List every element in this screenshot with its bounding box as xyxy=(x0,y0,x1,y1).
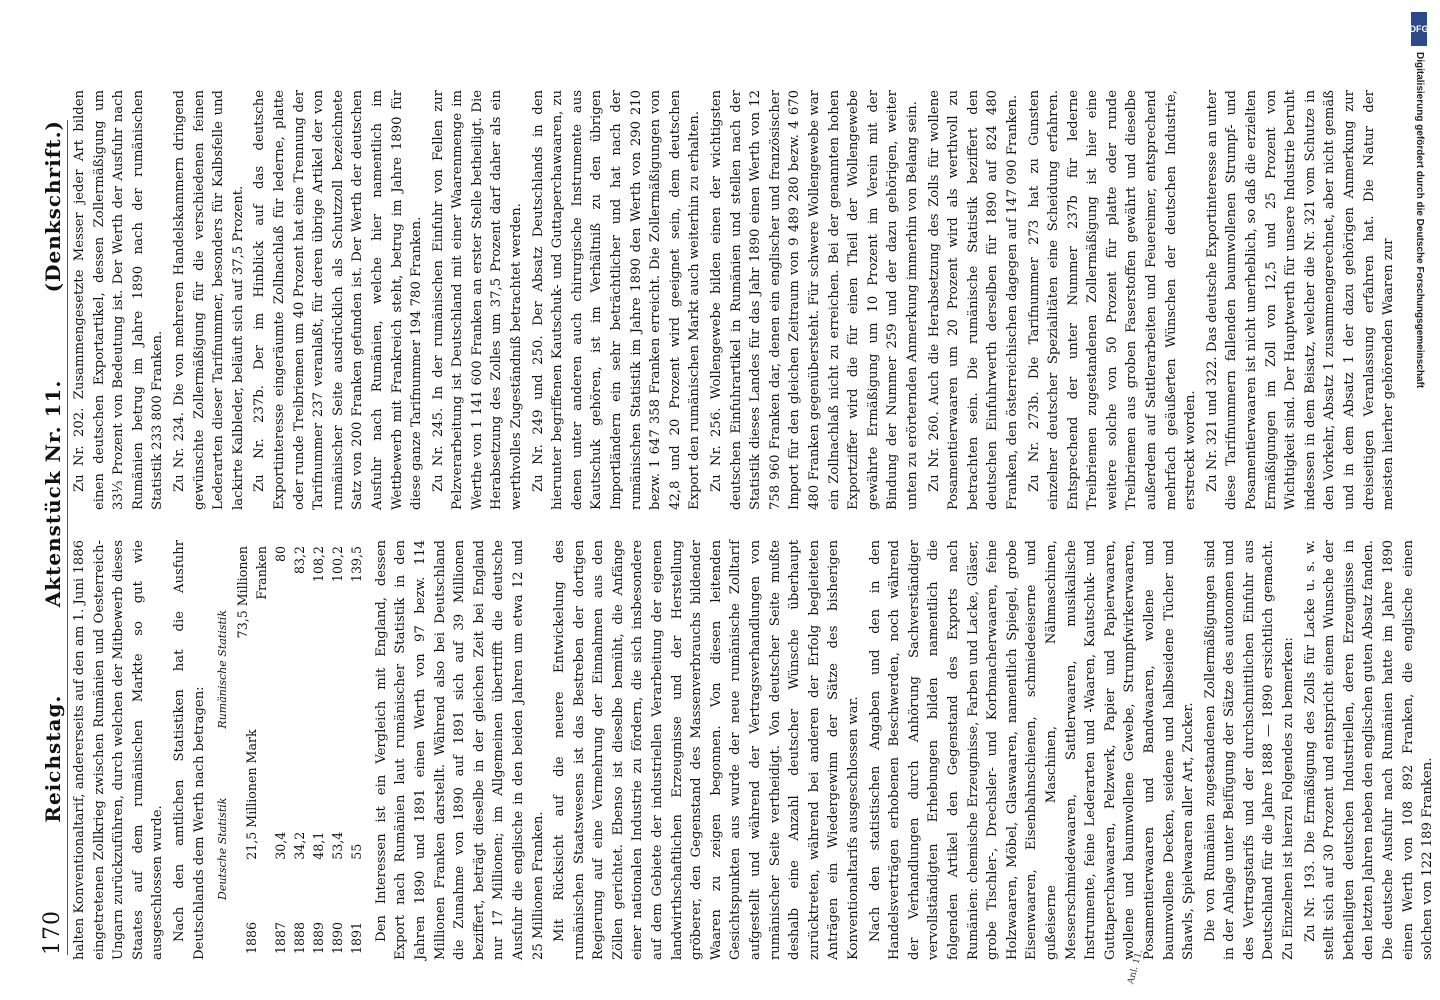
german-value-cell: 30,4 xyxy=(272,831,288,860)
paragraph: Zu Nr. 234. Die von mehreren Handelskammern dringend gewünschte Zollermäßigung für die verschiedenen feinen Lederarten dieser Tarifnummer, besonders für Kalbsfelle und lackirte Kalbleder, beläuft sich auf 37,5 Prozent. xyxy=(171,90,246,510)
left-column xyxy=(70,540,1440,960)
paragraph: Die von Rumänien zugestandenen Zollermäßigungen sind in der Anlage unter Beifügung der Sätze des autonomen und des Vertragstarifs und der durchschnittlichen Einfuhr aus Deutschland für die Jahre 1888 — 1890 ersichtlich gemacht. Zu Einzelnen ist hierzu Folgendes zu bemerken: xyxy=(1202,540,1297,960)
paragraph: Nach den amtlichen Statistiken hat die Ausfuhr Deutschlands dem Werth nach betragen: xyxy=(171,540,207,960)
document-type: (Denkschrift.) xyxy=(41,120,65,293)
table-row xyxy=(347,540,366,960)
paragraph: Zu Nr. 202. Zusammengesetzte Messer jeder Art bilden einen deutschen Exportartikel, dessen Zollermäßigung um 33⅓ Prozent von Bedeutung ist. Der Werth der Ausfuhr nach Rumänien betrug im Jahre 1890 nach der rumänischen Statistik 233 800 Franken. xyxy=(72,90,166,510)
table-row xyxy=(290,540,309,960)
year-cell: 1889 xyxy=(310,921,326,954)
year-cell: 1891 xyxy=(348,921,364,954)
digitization-credit xyxy=(1407,12,1429,782)
page-header xyxy=(25,120,65,955)
romanian-value-cell: 83,2 xyxy=(291,546,307,575)
year-cell: 1888 xyxy=(291,921,307,954)
page-number: 170 xyxy=(40,910,65,955)
paragraph: halten Konventionaltarif, andererseits auf den am 1. Juni 1886 eingetretenen Zollkrieg zwischen Rumänien und Oesterreich-Ungarn zurückzuführen, durch welchen der Mitbewerb dieses Staates auf dem rumänischen Markte so gut wie ausgeschlossen wurde. xyxy=(72,540,166,960)
paragraph: Zu Nr. 237b. Der im Hinblick auf das deutsche Exportinteresse eingeräumte Zollnachlaß für lederne, platte oder runde Treibriemen um 40 Prozent hat eine Trennung der Tarifnummer 237 veranlaßt, für deren übrige Artikel der von rumänischer Seite ausdrücklich als Schutzzoll bezeichnete Satz von 200 Franken gefunden ist. Der Werth der deutschen Ausfuhr nach Rumänien, welche hier namentlich im Wettbewerb mit Frankreich steht, betrug im Jahre 1890 für diese ganze Tarifnummer 194 780 Franken. xyxy=(252,90,425,510)
dfg-logo-icon: DFG xyxy=(1411,12,1427,46)
table-row xyxy=(328,540,347,960)
paragraph: Zu Nr. 249 und 250. Der Absatz Deutschlands in den hierunter begriffenen Kautschuk- und Guttaperchawaaren, zu denen unter anderen auch chirurgische Instrumente aus Kautschuk gehören, ist im Verhältniß zu den übrigen Importländern ein sehr beträchtlicher und hat nach der rumänischen Statistik im Jahre 1890 den Werth von 290 210 bezw. 1 647 358 Franken erreicht. Die Zollermäßigungen von 42,8 und 20 Prozent wird geeignet sein, dem deutschen Export den rumänischen Markt auch weiterhin zu erhalten. xyxy=(530,90,703,510)
paragraph: Zu Nr. 256. Wollengewebe bilden einen der wichtigsten deutschen Einfuhrartikel in Rumänien und stellen nach der Statistik dieses Landes für das Jahr 1890 einen Werth von 12 758 960 Franken dar, denen ein englischer und französischer Import für den gleichen Zeitraum von 9 489 280 bezw. 4 670 480 Franken gegenübersteht. Für schwere Wollengewebe war ein Zollnachlaß nicht zu erreichen. Bei der genannten hohen Exportziffer wird die für einen Theil der Wollengewebe gewährte Ermäßigung um 10 Prozent im Verein mit der Bindung der Nummer 259 und der dazu gehörigen, weiter unten zu erörternden Anmerkung immerhin von Belang sein. xyxy=(709,90,920,510)
german-value-cell: 21,5 Millionen Mark xyxy=(244,729,260,860)
paragraph: Zu Nr. 245. In der rumänischen Einfuhr von Fellen zur Pelzverarbeitung ist Deutschland mit einer Waarenmenge im Werthe von 1 141 600 Franken an erster Stelle betheiligt. Die Herabsetzung des Zolles um 37,5 Prozent darf daher als ein werthvolles Zugeständniß betrachtet werden. xyxy=(430,90,525,510)
romanian-value-cell: 73,5 Millionen Franken xyxy=(234,546,269,639)
paragraph: Zu Nr. 273b. Die Tarifnummer 273 hat zu Gunsten einzelner deutscher Spezialitäten eine Scheidung erfahren. Entsprechend der unter Nummer 237b für lederne Treibriemen zugestandenen Zollermäßigung ist hier eine weitere solche von 50 Prozent für platte oder runde Treibriemen aus groben Faserstoffen gewährt und dieselbe außerdem auf Sattlerarbeiten und Feuereimer, entsprechend mehrfach geäußerten Wünschen der deutschen Industrie, erstreckt worden. xyxy=(1026,90,1199,510)
issue-number: Aktenstück Nr. 11. xyxy=(41,379,65,608)
romanian-value-cell: 139,5 xyxy=(348,546,364,583)
paragraph: Zu Nr. 260. Auch die Herabsetzung des Zolls für wollene Posamentierwaaren um 20 Prozent wird als werthvoll zu betrachten sein. Die rumänische Statistik beziffert den deutschen Einfuhrwerth derselben für 1890 auf 824 480 Franken, den österreichischen dagegen auf 147 090 Franken. xyxy=(926,90,1020,510)
right-column xyxy=(70,90,1401,510)
romanian-value-cell: 80 xyxy=(272,546,288,563)
paragraph: Mit Rücksicht auf die neuere Entwickelung des rumänischen Staatswesens ist das Bestreben der dortigen Regierung auf eine Vermehrung der Einnahmen aus den Zöllen gerichtet. Ebenso ist dieselbe bemüht, die Anfänge einer nationalen Industrie zu fördern, die sich insbesondere auf dem Gebiete der industriellen Verarbeitung der eigenen landwirthschaftlichen Erzeugnisse und der Herstellung gröberer, den Gegenstand des Massenverbrauchs bildender Waaren zu zeigen begonnen. Von diesen leitenden Gesichtspunkten aus wurde der neue rumänische Zolltarif aufgestellt und während der Vertragsverhandlungen von rumänischer Seite vertheidigt. Von deutscher Seite mußte deshalb eine Anzahl deutscher Wünsche überhaupt zurücktreten, während bei anderen der Erfolg begleiteten Anträgen ein Wiedergewinn der Sätze des bisherigen Konventionaltarifs ausgeschlossen war. xyxy=(552,540,861,960)
paragraph: Den Interessen ist ein Vergleich mit England, dessen Export nach Rumänien laut rumänischer Statistik in den Jahren 1890 und 1891 einen Werth von 97 bezw. 114 Millionen Franken darstellt. Während also bei Deutschland die Zunahme von 1890 auf 1891 sich auf 39 Millionen beziffert, beträgt dieselbe in der gleichen Zeit bei England nur 17 Millionen; im Allgemeinen übertrifft die deutsche Ausfuhr die englische in den beiden Jahren um etwa 12 und 25 Millionen Franken. xyxy=(373,540,546,960)
credit-text: Digitalisierung gefördert durch die Deutsche Forschungsgemeinschaft xyxy=(1414,52,1425,389)
header-rule xyxy=(67,120,68,955)
year-cell: 1886 xyxy=(244,921,260,954)
german-value-cell: 53,4 xyxy=(329,831,345,860)
year-cell: 1887 xyxy=(272,921,288,954)
margin-annotation: Anl. 11. xyxy=(1126,948,1145,986)
paragraph: Zu Nr. 193. Die Ermäßigung des Zolls für Lacke u. s. w. stellt sich auf 30 Prozent und entspricht einem Wunsche der betheiligten deutschen Industriellen, deren Erzeugnisse in den letzten Jahren neben den englischen guten Absatz fanden. Die deutsche Ausfuhr nach Rumänien hatte im Jahre 1890 einen Werth von 108 892 Franken, die englische einen solchen von 122 189 Franken. xyxy=(1302,540,1436,960)
german-value-cell: 48,1 xyxy=(310,831,326,860)
german-value-cell: 55 xyxy=(348,843,364,860)
column-head-romanian: Rumänische Statistik xyxy=(216,610,230,729)
german-value-cell: 34,2 xyxy=(291,831,307,860)
table-row xyxy=(233,540,271,960)
romanian-value-cell: 100,2 xyxy=(329,546,345,583)
paragraph: Nach den statistischen Angaben und den in den Handelsverträgen erhobenen Beschwerden, noch während der Verhandlungen durch Anhörung Sachverständiger vervollständigten Erhebungen bilden namentlich die folgenden Artikel den Gegenstand des Exports nach Rumänien: chemische Erzeugnisse, Farben und Lacke, Gläser, grobe Tischler-, Drechsler- und Korbmacherwaaren, feine Holzwaaren, Möbel, Glaswaaren, namentlich Spiegel, grobe Eisenwaaren, Eisenbahnschienen, schmiedeeiserne und gußeiserne Maschinen, Nähmaschinen, Messerschmiedewaaren, Sattlerwaaren, musikalische Instrumente, feine Lederarten und -Waaren, Kautschuk- und Guttaperchawaaren, Pelzwerk, Papier und Papierwaaren, wollene und baumwollene Gewebe, Strumpfwirkerwaaren, Posamentierwaaren und Bandwaaren, wollene und baumwollene Decken, seidene und halbseidene Tücher und Shawls, Spielwaaren aller Art, Zucker. xyxy=(867,540,1197,960)
paragraph: Zu Nr. 321 und 322. Das deutsche Exportinteresse an unter diese Tarifnummern fallenden baumwollenen Strumpf- und Posamentierwaaren ist nicht unerheblich, so daß die erzielten Ermäßigungen im Zoll von 12,5 und 25 Prozent von Wichtigkeit sind. Der Hauptwerth für unsere Industrie beruht indessen in dem Beisatz, welcher die Nr. 321 vom Schutze in den Vorkehr, Absatz 1 zusammengerechnet, aber nicht gemäß und in dem Absatz 1 der dazu gehörigen Anmerkung zur dreiseitigen Veranlassung erfahren hat. Die Natur der meisten hierher gehörenden Waaren zur xyxy=(1204,90,1397,510)
romanian-value-cell: 108,2 xyxy=(310,546,326,583)
column-head-german: Deutsche Statistik xyxy=(216,797,230,900)
export-statistics-table xyxy=(213,540,366,960)
running-title: Reichstag. xyxy=(41,694,65,823)
year-cell: 1890 xyxy=(329,921,345,954)
table-row xyxy=(309,540,328,960)
table-row xyxy=(271,540,290,960)
